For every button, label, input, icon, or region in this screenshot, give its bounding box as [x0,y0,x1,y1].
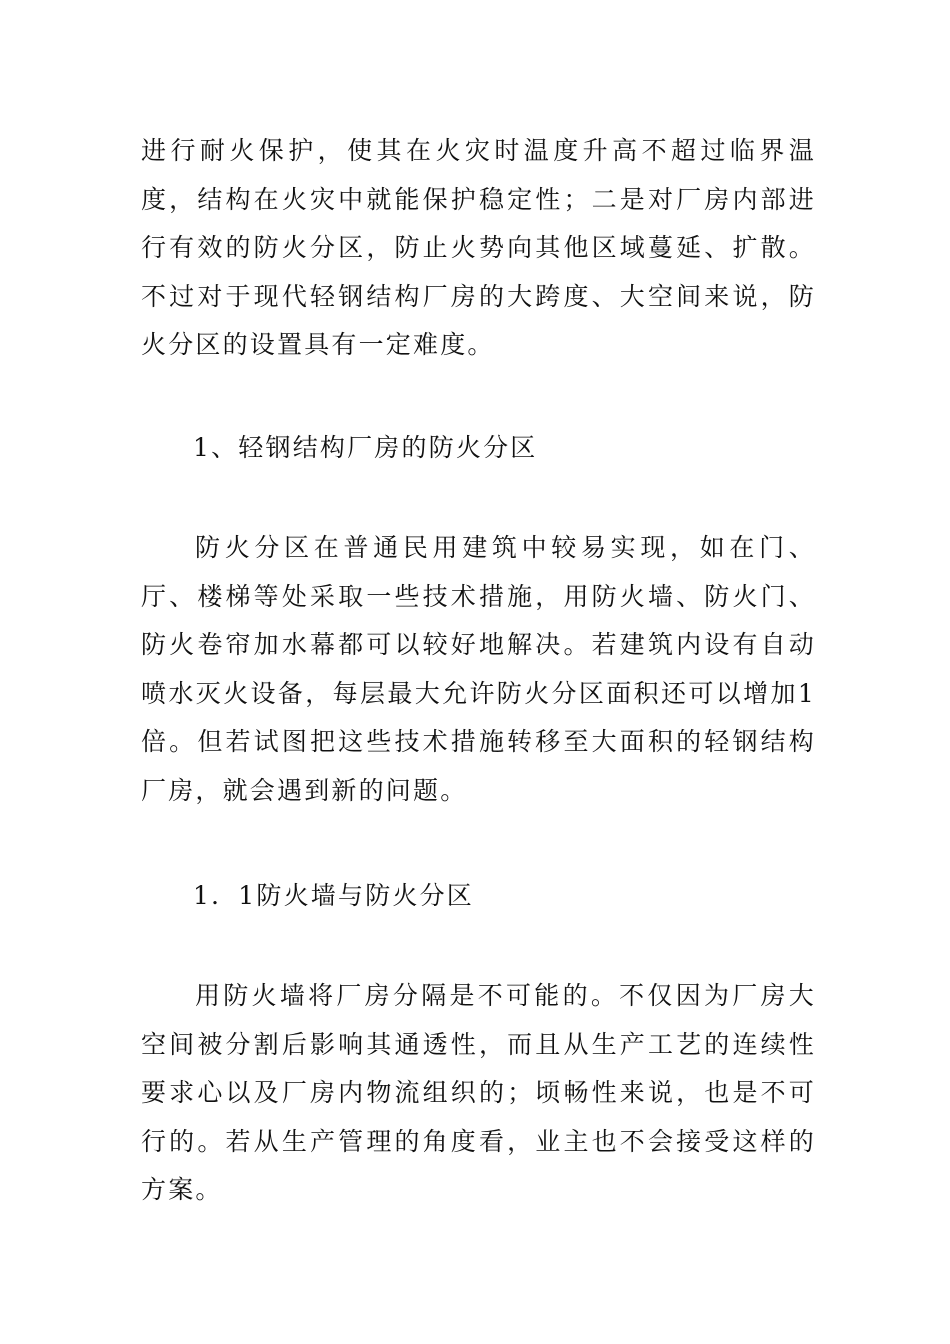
body-paragraph-continued: 进行耐火保护，使其在火灾时温度升高不超过临界温度，结构在火灾中就能保护稳定性；二是对厂房内部进行有效的防火分区，防止火势向其他区域蔓延、扩散。不过对于现代轻钢结构厂房的大跨度、大空间来说，防火分区的设置具有一定难度。 [141,136,816,359]
subsection-heading: 1．1防火墙与防火分区 [193,881,475,910]
body-paragraph: 防火分区在普通民用建筑中较易实现，如在门、厅、楼梯等处采取一些技术措施，用防火墙、防火门、防火卷帘加水幕都可以较好地解决。若建筑内设有自动喷水灭火设备，每层最大允许防火分区面积还可以增加1倍。但若试图把这些技术措施转移至大面积的轻钢结构厂房，就会遇到新的问题。 [141,533,816,805]
body-paragraph: 用防火墙将厂房分隔是不可能的。不仅因为厂房大空间被分割后影响其通透性，而且从生产工艺的连续性要求心以及厂房内物流组织的；顷畅性来说，也是不可行的。若从生产管理的角度看，业主也不会接受这样的方案。 [141,981,816,1204]
section-heading: 1、轻钢结构厂房的防火分区 [193,433,538,462]
